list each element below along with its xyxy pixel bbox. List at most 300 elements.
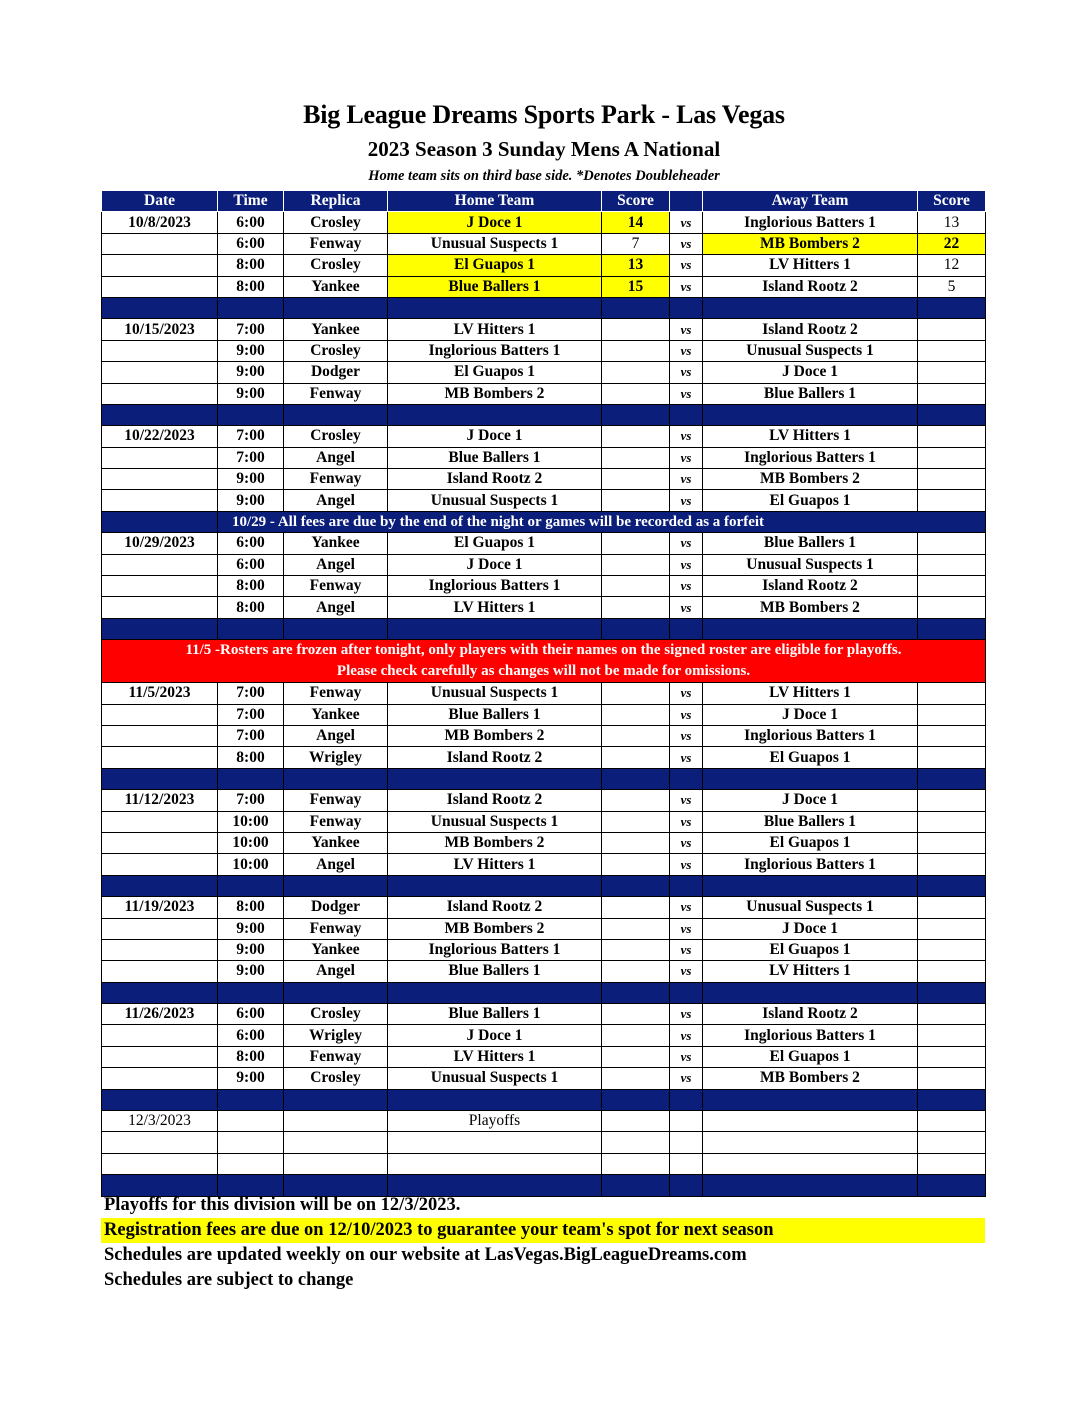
away-team: Blue Ballers 1 — [703, 533, 918, 554]
field-replica: Crosley — [284, 340, 388, 361]
game-date — [102, 469, 218, 490]
versus: vs — [670, 597, 703, 618]
header-date: Date — [102, 191, 218, 212]
home-score — [602, 1111, 670, 1132]
footer-line: Registration fees are due on 12/10/2023 to guarantee your team's spot for next season — [101, 1218, 985, 1243]
divider-cell — [284, 875, 388, 896]
game-time — [218, 1132, 284, 1153]
home-team: Blue Ballers 1 — [388, 276, 602, 297]
home-team: J Doce 1 — [388, 212, 602, 233]
away-team: J Doce 1 — [703, 704, 918, 725]
versus: vs — [670, 554, 703, 575]
away-score — [918, 1046, 986, 1067]
away-team: Inglorious Batters 1 — [703, 1025, 918, 1046]
home-score — [602, 854, 670, 875]
home-score — [602, 725, 670, 746]
field-replica: Yankee — [284, 276, 388, 297]
away-team: El Guapos 1 — [703, 832, 918, 853]
field-replica: Angel — [284, 447, 388, 468]
game-date — [102, 1046, 218, 1067]
away-team — [703, 1153, 918, 1174]
home-team — [388, 1153, 602, 1174]
versus: vs — [670, 255, 703, 276]
home-score — [602, 469, 670, 490]
field-replica: Fenway — [284, 683, 388, 704]
home-score — [602, 832, 670, 853]
home-team: LV Hitters 1 — [388, 319, 602, 340]
home-team: Inglorious Batters 1 — [388, 939, 602, 960]
away-score — [918, 811, 986, 832]
game-time: 10:00 — [218, 854, 284, 875]
home-team: LV Hitters 1 — [388, 597, 602, 618]
home-score — [602, 1004, 670, 1025]
divider-cell — [602, 1089, 670, 1110]
game-date — [102, 383, 218, 404]
game-time: 8:00 — [218, 255, 284, 276]
table-row — [102, 383, 986, 404]
header-time: Time — [218, 191, 284, 212]
header-home-team: Home Team — [388, 191, 602, 212]
home-team: MB Bombers 2 — [388, 725, 602, 746]
divider-cell — [102, 297, 218, 318]
table-row — [102, 426, 986, 447]
home-team: Blue Ballers 1 — [388, 1004, 602, 1025]
home-team: El Guapos 1 — [388, 362, 602, 383]
game-date — [102, 554, 218, 575]
divider-cell — [918, 618, 986, 639]
game-date — [102, 233, 218, 254]
divider-cell — [703, 297, 918, 318]
game-date — [102, 918, 218, 939]
table-row — [102, 854, 986, 875]
away-team: El Guapos 1 — [703, 747, 918, 768]
game-date — [102, 961, 218, 982]
field-replica: Fenway — [284, 383, 388, 404]
away-team: Island Rootz 2 — [703, 276, 918, 297]
away-team: Unusual Suspects 1 — [703, 897, 918, 918]
table-row — [102, 490, 986, 511]
field-replica: Crosley — [284, 1068, 388, 1089]
field-replica: Wrigley — [284, 1025, 388, 1046]
game-time: 7:00 — [218, 319, 284, 340]
field-replica: Angel — [284, 725, 388, 746]
field-replica: Fenway — [284, 1046, 388, 1067]
divider-cell — [918, 982, 986, 1003]
table-row — [102, 319, 986, 340]
versus: vs — [670, 212, 703, 233]
header-away-score: Score — [918, 191, 986, 212]
game-date: 12/3/2023 — [102, 1111, 218, 1132]
versus: vs — [670, 683, 703, 704]
table-row — [102, 1025, 986, 1046]
versus: vs — [670, 854, 703, 875]
home-team: Island Rootz 2 — [388, 469, 602, 490]
field-replica: Yankee — [284, 704, 388, 725]
header-home-score: Score — [602, 191, 670, 212]
game-date: 11/26/2023 — [102, 1004, 218, 1025]
versus: vs — [670, 576, 703, 597]
away-team — [703, 1132, 918, 1153]
home-team: El Guapos 1 — [388, 533, 602, 554]
home-team: Unusual Suspects 1 — [388, 811, 602, 832]
divider-cell — [388, 875, 602, 896]
divider-cell — [918, 297, 986, 318]
table-row — [102, 790, 986, 811]
game-time: 7:00 — [218, 725, 284, 746]
home-score — [602, 554, 670, 575]
home-score — [602, 597, 670, 618]
away-team: J Doce 1 — [703, 790, 918, 811]
away-score: 5 — [918, 276, 986, 297]
away-score — [918, 319, 986, 340]
away-team: Unusual Suspects 1 — [703, 340, 918, 361]
versus: vs — [670, 747, 703, 768]
divider-cell — [602, 982, 670, 1003]
field-replica: Fenway — [284, 469, 388, 490]
home-team: Island Rootz 2 — [388, 897, 602, 918]
home-team: Inglorious Batters 1 — [388, 576, 602, 597]
game-date — [102, 576, 218, 597]
field-replica: Angel — [284, 961, 388, 982]
schedule-note: Home team sits on third base side. *Denotes Doubleheader — [368, 168, 720, 184]
fee-notice-row — [102, 511, 986, 532]
game-time: 6:00 — [218, 533, 284, 554]
game-time: 9:00 — [218, 961, 284, 982]
away-score — [918, 554, 986, 575]
versus: vs — [670, 704, 703, 725]
home-score — [602, 383, 670, 404]
fee-notice-text: 10/29 - All fees are due by the end of the night or games will be recorded as a forfeit — [218, 511, 986, 532]
week-divider-row — [102, 1089, 986, 1110]
field-replica: Yankee — [284, 832, 388, 853]
game-date — [102, 1068, 218, 1089]
divider-cell — [670, 875, 703, 896]
away-team: Blue Ballers 1 — [703, 811, 918, 832]
versus: vs — [670, 725, 703, 746]
roster-alert — [102, 640, 986, 683]
away-score — [918, 469, 986, 490]
home-score — [602, 319, 670, 340]
divider-cell — [388, 618, 602, 639]
divider-cell — [102, 511, 218, 532]
home-team: Inglorious Batters 1 — [388, 340, 602, 361]
away-team: J Doce 1 — [703, 918, 918, 939]
divider-cell — [218, 768, 284, 789]
away-score: 22 — [918, 233, 986, 254]
divider-cell — [218, 618, 284, 639]
divider-cell — [670, 404, 703, 425]
away-team: MB Bombers 2 — [703, 597, 918, 618]
home-score — [602, 790, 670, 811]
versus: vs — [670, 447, 703, 468]
home-score — [602, 426, 670, 447]
versus: vs — [670, 469, 703, 490]
table-row — [102, 1004, 986, 1025]
home-team: Unusual Suspects 1 — [388, 233, 602, 254]
home-score — [602, 533, 670, 554]
divider-cell — [388, 1089, 602, 1110]
table-row — [102, 1153, 986, 1174]
home-team: Unusual Suspects 1 — [388, 1068, 602, 1089]
home-score — [602, 576, 670, 597]
home-score — [602, 683, 670, 704]
versus: vs — [670, 490, 703, 511]
divider-cell — [388, 982, 602, 1003]
away-score: 13 — [918, 212, 986, 233]
away-score — [918, 897, 986, 918]
game-date: 10/29/2023 — [102, 533, 218, 554]
away-team: MB Bombers 2 — [703, 469, 918, 490]
home-score — [602, 1068, 670, 1089]
game-date — [102, 811, 218, 832]
away-team: LV Hitters 1 — [703, 426, 918, 447]
table-header-row — [102, 191, 986, 212]
away-team — [703, 1111, 918, 1132]
game-time: 7:00 — [218, 704, 284, 725]
versus: vs — [670, 383, 703, 404]
game-time: 7:00 — [218, 426, 284, 447]
footer-notes — [101, 1193, 985, 1293]
game-date: 11/19/2023 — [102, 897, 218, 918]
home-score — [602, 340, 670, 361]
table-row — [102, 811, 986, 832]
game-time: 9:00 — [218, 340, 284, 361]
game-time: 8:00 — [218, 276, 284, 297]
divider-cell — [918, 768, 986, 789]
game-time: 8:00 — [218, 1046, 284, 1067]
home-team: J Doce 1 — [388, 554, 602, 575]
versus — [670, 1132, 703, 1153]
away-team: Inglorious Batters 1 — [703, 212, 918, 233]
divider-cell — [102, 875, 218, 896]
page-title: Big League Dreams Sports Park - Las Vegas — [303, 100, 785, 129]
away-team: El Guapos 1 — [703, 1046, 918, 1067]
divider-cell — [218, 1089, 284, 1110]
home-score — [602, 490, 670, 511]
divider-cell — [703, 875, 918, 896]
away-score — [918, 1132, 986, 1153]
game-time — [218, 1153, 284, 1174]
versus: vs — [670, 1004, 703, 1025]
table-row — [102, 918, 986, 939]
field-replica: Yankee — [284, 533, 388, 554]
away-score — [918, 576, 986, 597]
home-team: Unusual Suspects 1 — [388, 683, 602, 704]
field-replica: Dodger — [284, 362, 388, 383]
home-score — [602, 362, 670, 383]
footer-line: Playoffs for this division will be on 12/3/2023. — [104, 1195, 461, 1215]
table-row — [102, 832, 986, 853]
home-team: MB Bombers 2 — [388, 383, 602, 404]
home-score — [602, 939, 670, 960]
away-team: El Guapos 1 — [703, 939, 918, 960]
game-time: 9:00 — [218, 490, 284, 511]
versus: vs — [670, 319, 703, 340]
away-score — [918, 704, 986, 725]
divider-cell — [388, 297, 602, 318]
versus: vs — [670, 811, 703, 832]
versus — [670, 1153, 703, 1174]
game-date — [102, 1153, 218, 1174]
versus: vs — [670, 426, 703, 447]
game-time: 7:00 — [218, 683, 284, 704]
game-time: 6:00 — [218, 1004, 284, 1025]
divider-cell — [602, 768, 670, 789]
versus: vs — [670, 1025, 703, 1046]
home-score — [602, 811, 670, 832]
roster-alert-row — [102, 640, 986, 683]
game-time: 10:00 — [218, 811, 284, 832]
divider-cell — [102, 618, 218, 639]
week-divider-row — [102, 618, 986, 639]
divider-cell — [102, 1089, 218, 1110]
divider-cell — [918, 1089, 986, 1110]
away-score — [918, 918, 986, 939]
game-date: 11/12/2023 — [102, 790, 218, 811]
versus: vs — [670, 961, 703, 982]
field-replica: Crosley — [284, 426, 388, 447]
away-team: Inglorious Batters 1 — [703, 725, 918, 746]
game-date — [102, 854, 218, 875]
game-time: 6:00 — [218, 212, 284, 233]
versus: vs — [670, 340, 703, 361]
away-team: J Doce 1 — [703, 362, 918, 383]
roster-alert-line-1: 11/5 -Rosters are frozen after tonight, only players with their names on the signed roster are eligible for playoffs. — [185, 642, 902, 659]
versus — [670, 1111, 703, 1132]
table-row — [102, 233, 986, 254]
game-time: 7:00 — [218, 790, 284, 811]
field-replica: Fenway — [284, 918, 388, 939]
divider-cell — [102, 982, 218, 1003]
versus: vs — [670, 1068, 703, 1089]
game-time: 8:00 — [218, 747, 284, 768]
game-time: 10:00 — [218, 832, 284, 853]
game-date — [102, 1132, 218, 1153]
table-row — [102, 961, 986, 982]
field-replica: Angel — [284, 854, 388, 875]
field-replica — [284, 1132, 388, 1153]
home-score — [602, 447, 670, 468]
home-team: Blue Ballers 1 — [388, 704, 602, 725]
game-time: 8:00 — [218, 597, 284, 618]
game-date: 11/5/2023 — [102, 683, 218, 704]
away-team: MB Bombers 2 — [703, 233, 918, 254]
divider-cell — [218, 297, 284, 318]
game-date — [102, 447, 218, 468]
divider-cell — [670, 768, 703, 789]
home-team: Island Rootz 2 — [388, 747, 602, 768]
versus: vs — [670, 790, 703, 811]
footer-line: Schedules are updated weekly on our website at LasVegas.BigLeagueDreams.com — [104, 1245, 747, 1265]
divider-cell — [218, 982, 284, 1003]
away-score — [918, 832, 986, 853]
divider-cell — [670, 618, 703, 639]
divider-cell — [284, 1089, 388, 1110]
game-date — [102, 340, 218, 361]
away-score — [918, 383, 986, 404]
home-team: LV Hitters 1 — [388, 854, 602, 875]
home-score — [602, 747, 670, 768]
divider-cell — [284, 618, 388, 639]
field-replica: Fenway — [284, 811, 388, 832]
table-row — [102, 554, 986, 575]
away-score — [918, 747, 986, 768]
divider-cell — [703, 982, 918, 1003]
home-score: 7 — [602, 233, 670, 254]
versus: vs — [670, 362, 703, 383]
week-divider-row — [102, 875, 986, 896]
away-score — [918, 725, 986, 746]
divider-cell — [218, 875, 284, 896]
game-time: 6:00 — [218, 233, 284, 254]
home-score — [602, 1153, 670, 1174]
divider-cell — [218, 404, 284, 425]
home-score — [602, 961, 670, 982]
divider-cell — [703, 618, 918, 639]
home-team: Playoffs — [388, 1111, 602, 1132]
home-score — [602, 918, 670, 939]
week-divider-row — [102, 297, 986, 318]
game-time: 9:00 — [218, 918, 284, 939]
divider-cell — [918, 404, 986, 425]
versus: vs — [670, 1046, 703, 1067]
game-time: 7:00 — [218, 447, 284, 468]
table-row — [102, 1046, 986, 1067]
away-score — [918, 961, 986, 982]
field-replica: Angel — [284, 554, 388, 575]
table-row — [102, 1068, 986, 1089]
away-team: Island Rootz 2 — [703, 319, 918, 340]
table-row — [102, 276, 986, 297]
header-away-team: Away Team — [703, 191, 918, 212]
game-date — [102, 747, 218, 768]
game-time: 8:00 — [218, 576, 284, 597]
away-team: Blue Ballers 1 — [703, 383, 918, 404]
table-row — [102, 576, 986, 597]
divider-cell — [388, 768, 602, 789]
versus: vs — [670, 276, 703, 297]
game-time: 9:00 — [218, 939, 284, 960]
divider-cell — [670, 982, 703, 1003]
away-team: Unusual Suspects 1 — [703, 554, 918, 575]
field-replica: Yankee — [284, 319, 388, 340]
divider-cell — [388, 404, 602, 425]
divider-cell — [703, 404, 918, 425]
table-row — [102, 533, 986, 554]
home-team: LV Hitters 1 — [388, 1046, 602, 1067]
week-divider-row — [102, 404, 986, 425]
table-row — [102, 597, 986, 618]
home-team: J Doce 1 — [388, 1025, 602, 1046]
field-replica — [284, 1111, 388, 1132]
field-replica — [284, 1153, 388, 1174]
table-row — [102, 255, 986, 276]
away-score — [918, 683, 986, 704]
home-team: Unusual Suspects 1 — [388, 490, 602, 511]
game-date — [102, 276, 218, 297]
home-score — [602, 897, 670, 918]
away-score — [918, 533, 986, 554]
home-team: Blue Ballers 1 — [388, 961, 602, 982]
away-score — [918, 362, 986, 383]
field-replica: Fenway — [284, 233, 388, 254]
field-replica: Dodger — [284, 897, 388, 918]
game-date — [102, 832, 218, 853]
away-score — [918, 447, 986, 468]
schedule-body — [102, 212, 986, 1196]
away-score — [918, 1004, 986, 1025]
away-score — [918, 490, 986, 511]
